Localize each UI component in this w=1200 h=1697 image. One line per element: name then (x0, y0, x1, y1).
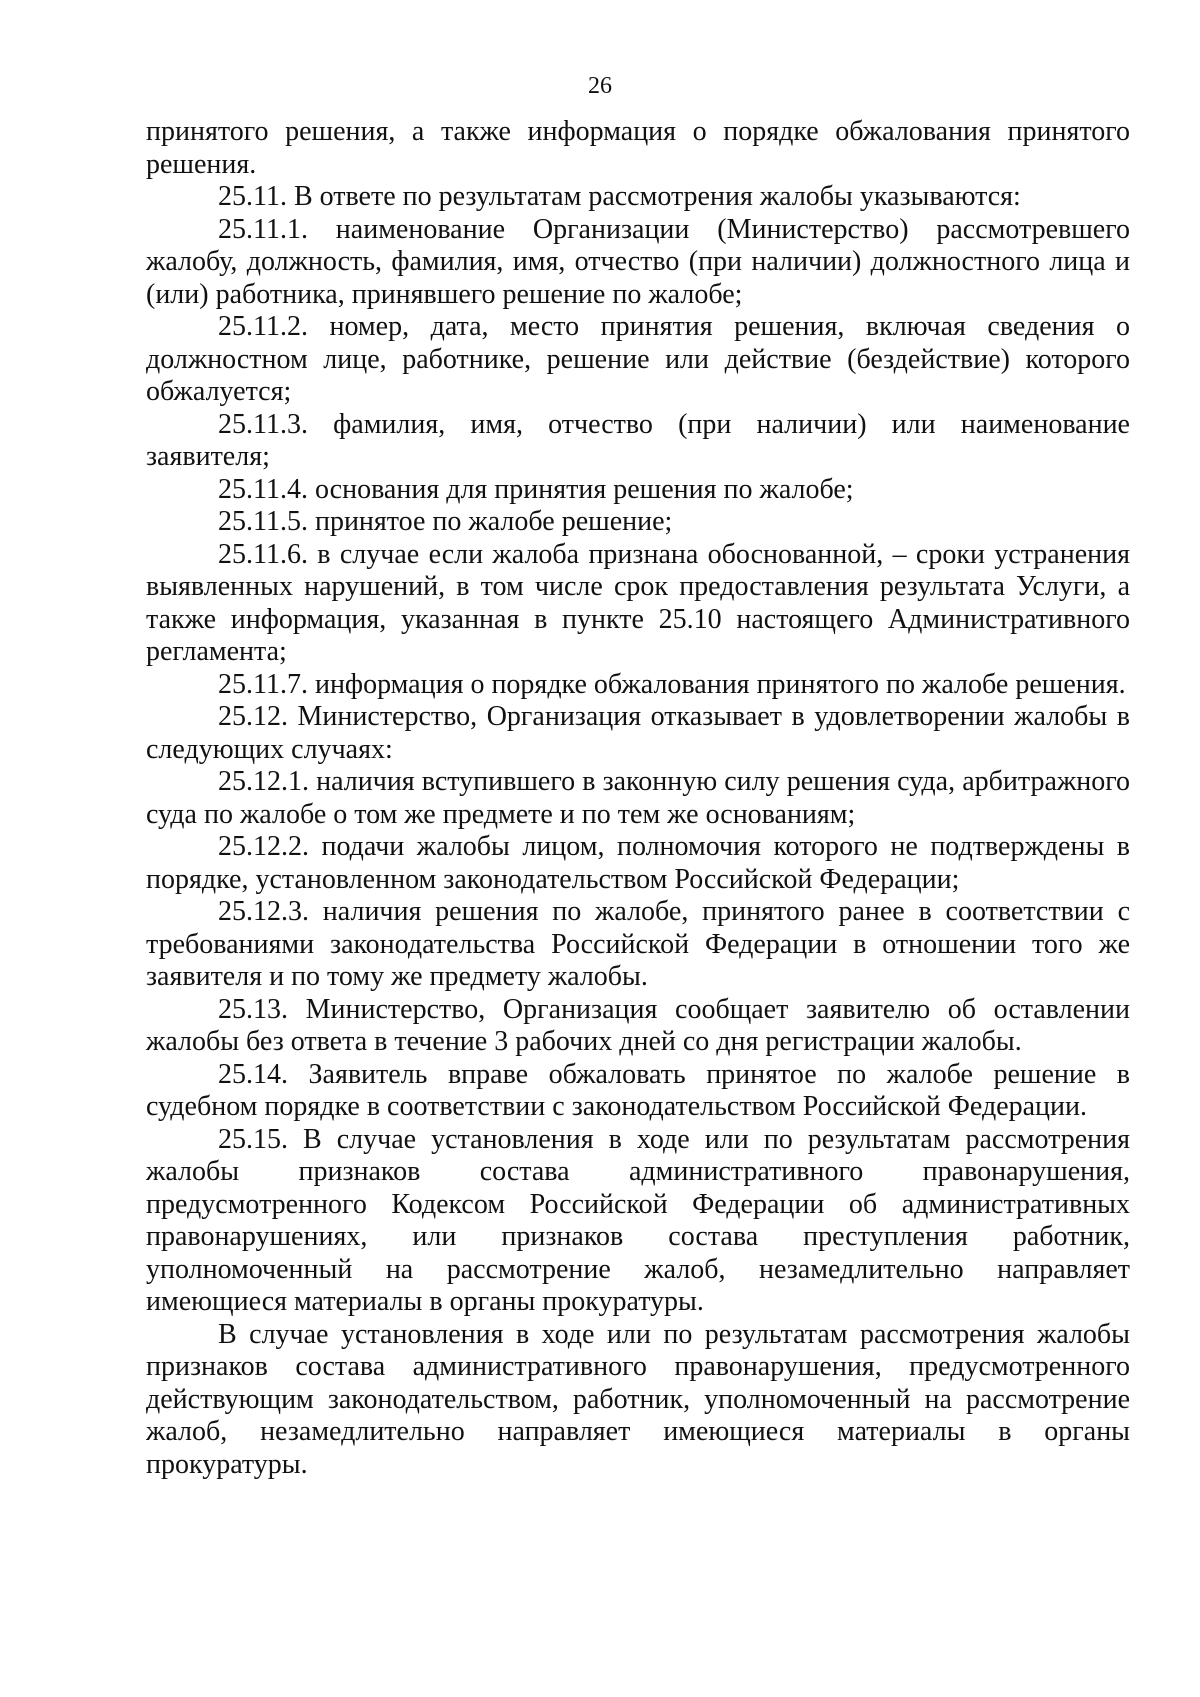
paragraph-25-12-2: 25.12.2. подачи жалобы лицом, полномочия которого не подтверждены в порядке, установленном законодательством Российской Федерации; (146, 831, 1130, 895)
paragraph-25-12-1: 25.12.1. наличия вступившего в законную силу решения суда, арбитражного суда по жалобе о том же предмете и по тем же основаниям; (146, 766, 1130, 830)
paragraph-25-11-5: 25.11.5. принятое по жалобе решение; (218, 506, 673, 537)
paragraph-25-11-7: 25.11.7. информация о порядке обжалования принятого по жалобе решения. (218, 668, 1126, 700)
page-number: 26 (588, 73, 612, 99)
document-body (146, 116, 1130, 1481)
paragraph-25-12-3: 25.12.3. наличия решения по жалобе, принятого ранее в соответствии с требованиями законодательства Российской Федерации в отношении того же заявителя и по тому же предмету жалобы. (146, 896, 1130, 992)
paragraph-25-12: 25.12. Министерство, Организация отказывает в удовлетворении жалобы в следующих случаях: (146, 701, 1130, 765)
paragraph-25-15: 25.15. В случае установления в ходе или по результатам рассмотрения жалобы признаков состава административного правонарушения, предусмотренного Кодексом Российской Федерации об административных правонарушениях, или признаков состава преступления работник, уполномоченный на рассмотрение жалоб, незамедлительно направляет имеющиеся материалы в органы прокуратуры. (146, 1123, 1130, 1317)
paragraph-25-14: 25.14. Заявитель вправе обжаловать принятое по жалобе решение в судебном порядке в соответствии с законодательством Российской Федерации. (146, 1058, 1130, 1122)
paragraph-25-13: 25.13. Министерство, Организация сообщает заявителю об оставлении жалобы без ответа в течение 3 рабочих дней со дня регистрации жалобы. (146, 993, 1130, 1057)
paragraph-25-11-1: 25.11.1. наименование Организации (Министерство) рассмотревшего жалобу, должность, фамилия, имя, отчество (при наличии) должностного лица и (или) работника, принявшего решение по жалобе; (146, 213, 1130, 310)
paragraph-25-11-6: 25.11.6. в случае если жалоба признана обоснованной, – сроки устранения выявленных нарушений, в том числе срок предоставления результата Услуги, а также информация, указанная в пункте 25.10 настоящего Административного регламента; (146, 538, 1130, 667)
paragraph-25-11: 25.11. В ответе по результатам рассмотрения жалобы указываются: (218, 181, 1021, 212)
paragraph-25-11-2: 25.11.2. номер, дата, место принятия решения, включая сведения о должностном лице, работнике, решение или действие (бездействие) которого обжалуется; (146, 311, 1130, 407)
paragraph-25-11-3: 25.11.3. фамилия, имя, отчество (при наличии) или наименование заявителя; (146, 408, 1130, 472)
paragraph-continuation: принятого решения, а также информация о порядке обжалования принятого решения. (146, 116, 1130, 180)
paragraph-25-15-continued: В случае установления в ходе или по результатам рассмотрения жалобы признаков состава административного правонарушения, предусмотренного действующим законодательством, работник, уполномоченный на рассмотрение жалоб, незамедлительно направляет имеющиеся материалы в органы прокуратуры. (146, 1318, 1130, 1480)
paragraph-25-11-4: 25.11.4. основания для принятия решения по жалобе; (218, 473, 854, 505)
